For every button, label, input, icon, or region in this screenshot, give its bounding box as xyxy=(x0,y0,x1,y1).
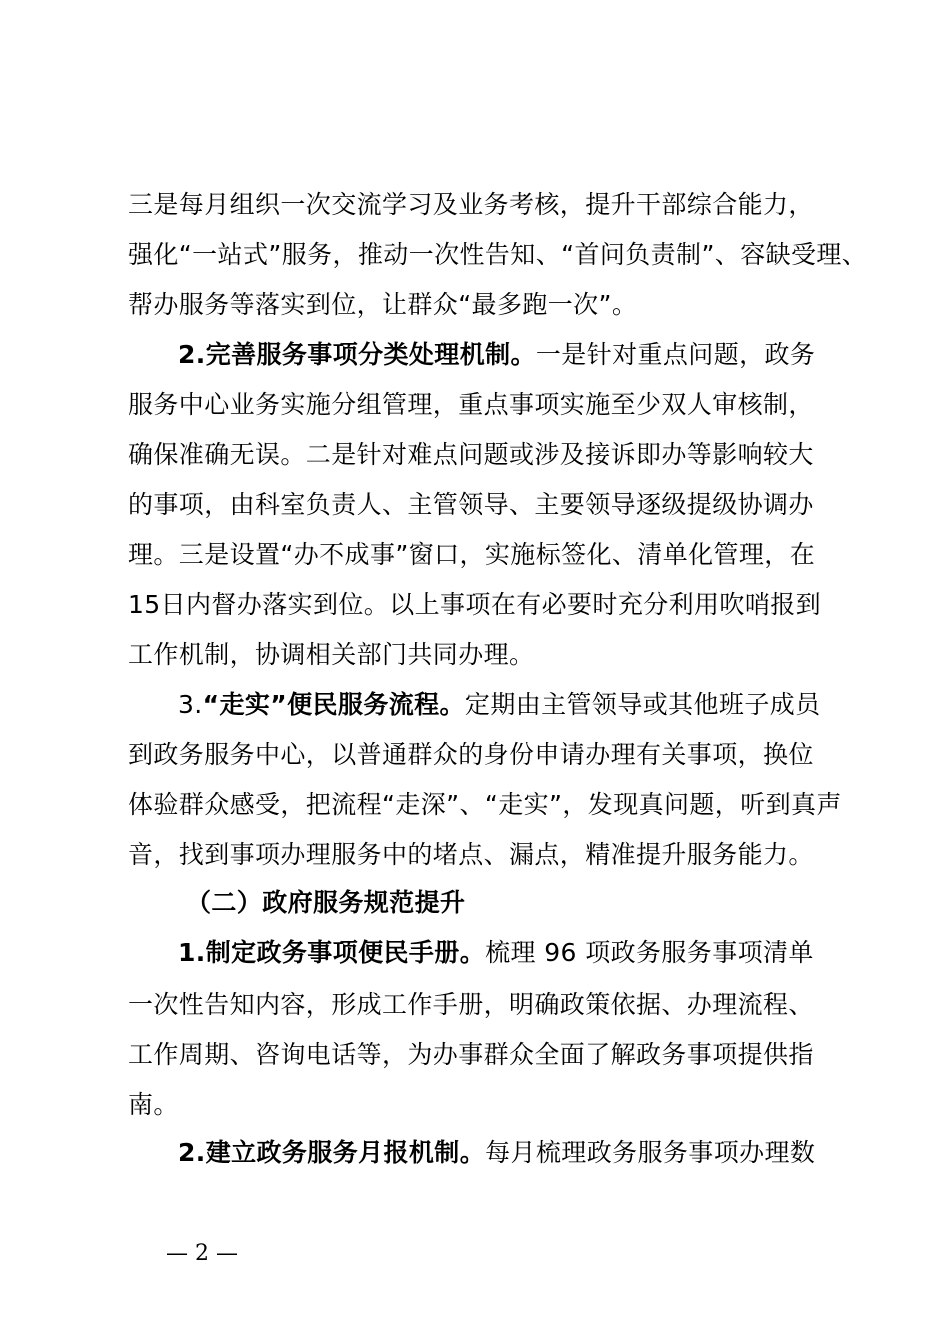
text-line xyxy=(178,938,814,968)
text-line xyxy=(128,640,534,670)
text-line xyxy=(128,540,815,570)
paragraph-text: 一次性告知内容，形成工作手册，明确政策依据、办理流程、 xyxy=(128,990,814,1019)
text-line xyxy=(178,1138,815,1168)
text-line xyxy=(128,190,814,220)
text-line xyxy=(128,1040,814,1070)
bold-heading-text: 2.完善服务事项分类处理机制。 xyxy=(178,340,536,369)
text-line xyxy=(128,290,637,320)
paragraph-text: 每月梳理政务服务事项办理数 xyxy=(485,1138,816,1167)
paragraph-text: 确保准确无误。二是针对难点问题或涉及接诉即办等影响较大 xyxy=(128,440,814,469)
text-line xyxy=(128,840,814,870)
bold-heading-text: “走实”便民服务流程。 xyxy=(202,690,465,719)
text-line xyxy=(128,740,814,770)
paragraph-text: 的事项，由科室负责人、主管领导、主要领导逐级提级协调办 xyxy=(128,490,814,519)
paragraph-text: 帮办服务等落实到位，让群众“最多跑一次”。 xyxy=(128,290,638,319)
paragraph-text: 定期由主管领导或其他班子成员 xyxy=(464,690,821,719)
text-line xyxy=(186,888,465,918)
paragraph-text: 3. xyxy=(178,690,203,719)
paragraph-text: 体验群众感受，把流程“走深”、“走实”，发现真问题，听到真声 xyxy=(128,790,842,819)
paragraph-text: 音，找到事项办理服务中的堵点、漏点，精准提升服务能力。 xyxy=(128,840,814,869)
text-line xyxy=(128,790,842,820)
text-line xyxy=(128,490,814,520)
paragraph-text: 理。三是设置“办不成事”窗口，实施标签化、清单化管理，在 xyxy=(128,540,816,569)
page-number: — 2 — xyxy=(166,1241,238,1266)
paragraph-text: 南。 xyxy=(128,1090,179,1119)
bold-heading-text: 1.制定政务事项便民手册。 xyxy=(178,938,486,967)
paragraph-text: 到政务服务中心，以普通群众的身份申请办理有关事项，换位 xyxy=(128,740,814,769)
paragraph-text: 三是每月组织一次交流学习及业务考核，提升干部综合能力， xyxy=(128,190,814,219)
paragraph-text: 15日内督办落实到位。以上事项在有必要时充分利用吹哨报到 xyxy=(128,590,822,619)
paragraph-text: 一是针对重点问题，政务 xyxy=(535,340,816,369)
text-line xyxy=(178,690,821,720)
paragraph-text: 工作周期、咨询电话等，为办事群众全面了解政务事项提供指 xyxy=(128,1040,814,1069)
bold-heading-text: 2.建立政务服务月报机制。 xyxy=(178,1138,486,1167)
paragraph-text: 工作机制，协调相关部门共同办理。 xyxy=(128,640,535,669)
text-line xyxy=(128,240,867,270)
text-line xyxy=(128,590,821,620)
text-line xyxy=(128,440,814,470)
bold-heading-text: （二）政府服务规范提升 xyxy=(186,888,466,917)
text-line xyxy=(128,990,814,1020)
paragraph-text: 服务中心业务实施分组管理，重点事项实施至少双人审核制， xyxy=(128,390,814,419)
paragraph-text: 强化“一站式”服务，推动一次性告知、“首问负责制”、容缺受理、 xyxy=(128,240,868,269)
text-line xyxy=(178,340,815,370)
text-line xyxy=(128,390,814,420)
paragraph-text: 梳理 96 项政务服务事项清单 xyxy=(485,938,814,967)
text-line xyxy=(128,1090,179,1120)
